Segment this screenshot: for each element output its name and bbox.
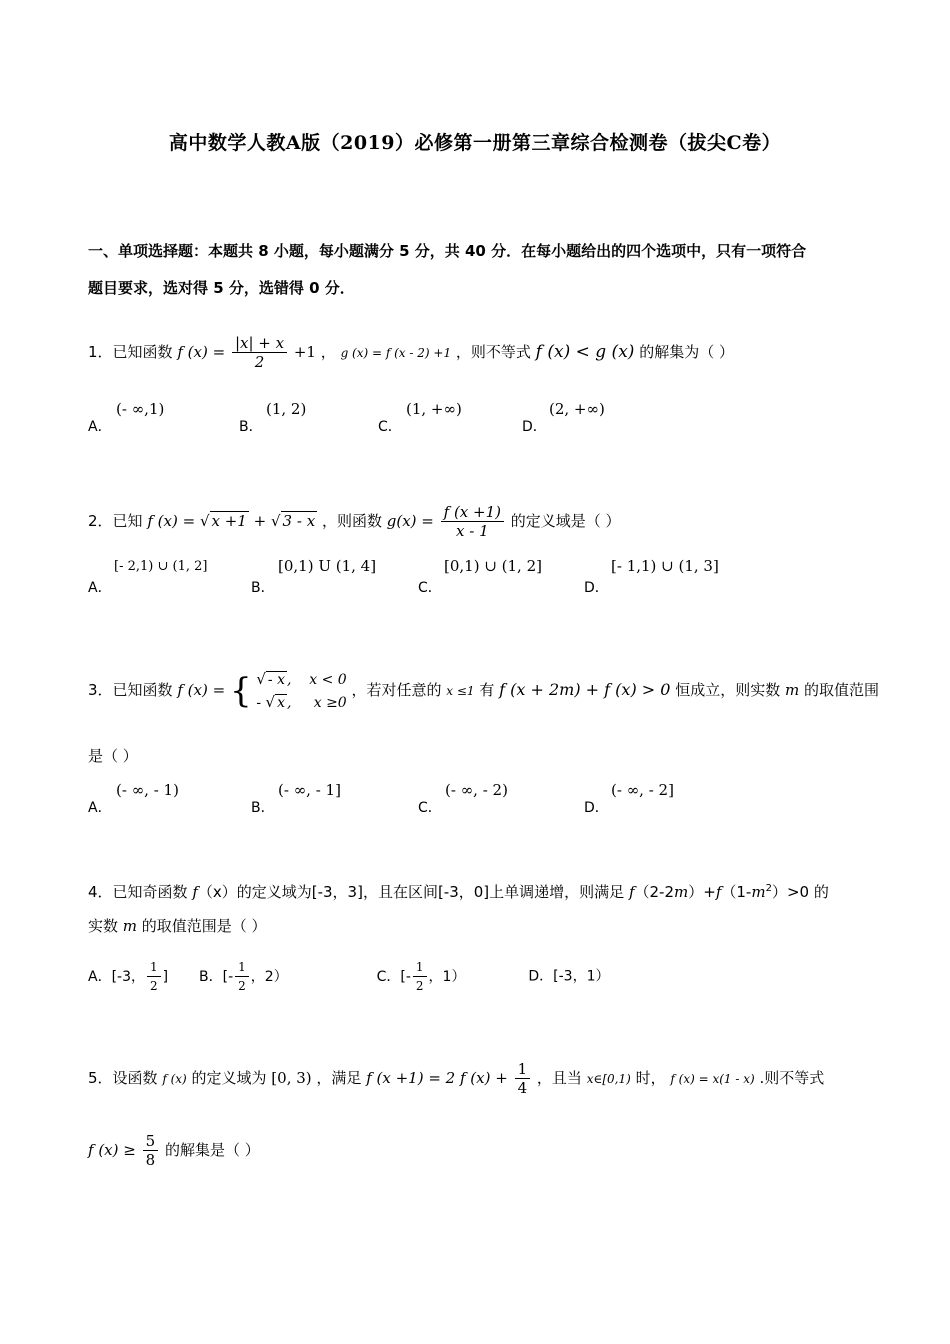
q5-equation-denominator: 4 [517, 1079, 528, 1097]
q3-option-d-label: D． [584, 800, 609, 816]
q5-inequality-numerator: 5 [143, 1132, 159, 1151]
question-5-stem [88, 1060, 824, 1097]
q3-option-a-value: (- ∞, - 1) [116, 781, 179, 799]
q3-mid-text-3: 恒成立，则实数 [675, 681, 781, 699]
question-5-stem-line-2 [88, 1130, 260, 1170]
q4-option-d: D．[-3，1） [528, 968, 610, 985]
q5-equation-lhs: f (x +1) = 2 f (x) + [366, 1069, 508, 1087]
question-3-number: 3．已知函数 [88, 681, 173, 699]
q3-case-2-expr: x [277, 694, 286, 711]
q2-option-a-value: [- 2,1) ∪ (1, 2] [114, 559, 208, 574]
question-1-stem [88, 334, 734, 371]
q4-option-c-fraction [413, 958, 427, 995]
q2-option-b-label: B． [251, 580, 275, 596]
q1-option-a-value: (- ∞,1) [116, 400, 165, 418]
q4-option-a-den: 2 [150, 979, 158, 993]
q3-option-b-label: B． [251, 800, 275, 816]
q4-line2-text-a: 实数 [88, 917, 123, 935]
q3-tail-text: 的取值范围 [804, 681, 880, 699]
question-2-stem: 2．已知 f (x) = √ x +1 + √ 3 - x ，则函数 g(x) = $\frac{f (x +1)}{x - 1}$ 的定义域是（ ） [88, 503, 621, 540]
q2-option-c-label: C． [418, 580, 442, 596]
q1-option-d-label: D． [522, 419, 547, 435]
q2-option-b-value: [0,1) U (1, 4] [278, 557, 377, 575]
q3-case-2-sign: - [256, 694, 262, 711]
q4-text-e: （1- [721, 883, 752, 901]
question-3-stem [88, 660, 879, 721]
q4-f-3: f [715, 883, 722, 901]
q4-m-2: m [751, 883, 766, 901]
q4-options-row [88, 958, 609, 995]
q5-mid-text-1: 的定义域为 [191, 1069, 267, 1087]
q1-f-fraction [232, 334, 287, 371]
q5-inequality-denominator: 8 [145, 1151, 156, 1169]
section-heading [88, 233, 878, 307]
q4-option-c-close: ，1） [428, 968, 466, 985]
q4-option-b-text: B．[- [199, 968, 234, 985]
q1-inequality: f (x) < g (x) [535, 342, 635, 362]
q5-inequality-fraction [143, 1132, 159, 1169]
question-4-stem-line-1 [88, 878, 829, 903]
question-5-number: 5．设函数 [88, 1069, 158, 1087]
q1-option-b-value: (1, 2) [266, 400, 307, 418]
q4-option-b-den: 2 [238, 979, 246, 993]
q3-option-c-value: (- ∞, - 2) [445, 781, 508, 799]
q2-option-c-value: [0,1) ∪ (1, 2] [444, 557, 542, 575]
q3-f-lhs: f (x) = [177, 681, 226, 699]
q4-option-b-fraction [235, 958, 249, 995]
q2-mid-text: ，则函数 [321, 512, 382, 530]
q1-mid-text: ，则不等式 [455, 343, 531, 361]
q4-option-a-close: ] [162, 968, 169, 985]
q2-option-a-label: A． [88, 580, 112, 596]
question-3-stem-line-2: 是（ ） [88, 747, 138, 765]
q1-separator: ， [320, 343, 336, 361]
q1-option-b-label: B． [239, 419, 263, 435]
q3-piecewise-brace: { [229, 670, 252, 711]
q4-option-b [199, 960, 288, 993]
q4-text-d: ）+ [688, 883, 716, 901]
q4-text-c: （2-2 [634, 883, 674, 901]
q3-case-1-expr: - x [267, 671, 285, 688]
q2-tail-text: 的定义域是（ ） [510, 512, 621, 530]
q5-mid-text-3: ，且当 [536, 1069, 582, 1087]
q2-plus: + [253, 512, 267, 530]
q3-mid-text-1: ，若对任意的 [351, 681, 442, 699]
q4-option-c [376, 960, 466, 993]
q3-case-2-condition: x ≥0 [313, 694, 347, 711]
q3-mid-text-2: 有 [479, 681, 495, 699]
q4-text-f: ）>0 的 [771, 883, 829, 901]
q4-option-a-text: A．[-3， [88, 968, 145, 985]
q3-option-b-value: (- ∞, - 1] [278, 781, 341, 799]
q4-option-a-num: 1 [147, 958, 161, 977]
q2-sqrt-2: 3 - x [282, 512, 316, 530]
section-heading-line-2: 题目要求，选对得 5 分，选错得 0 分． [88, 279, 355, 297]
q4-text-b: （x）的定义域为[-3，3]，且在区间[-3，0]上单调递增，则满足 [197, 883, 629, 901]
q1-option-d-value: (2, +∞) [549, 400, 605, 418]
q3-piecewise-cases [256, 668, 346, 714]
q3-option-d-value: (- ∞, - 2] [611, 781, 674, 799]
q4-m-1: m [674, 883, 689, 901]
q2-sqrt-1: x +1 [211, 512, 247, 530]
q1-option-a-label: A． [88, 419, 112, 435]
q3-option-c-label: C． [418, 800, 442, 816]
q2-f-lhs: f (x) = [147, 512, 196, 530]
q2-g-numerator: f (x +1) [441, 503, 504, 522]
document-title: 高中数学人教A版（2019）必修第一册第三章综合检测卷（拔尖C卷） [168, 132, 782, 154]
q2-g-denominator: x - 1 [456, 522, 489, 540]
q1-f-denominator: 2 [254, 353, 265, 371]
q3-option-a-label: A． [88, 800, 112, 816]
q5-tail-text: .则不等式 [759, 1069, 825, 1087]
q2-g-fraction [441, 503, 504, 540]
question-2-number: 2．已知 [88, 512, 143, 530]
q5-equation-fraction [515, 1060, 531, 1097]
q1-f-lhs: f (x) = [177, 343, 226, 361]
q4-line2-text-b: 的取值范围是（ ） [137, 917, 267, 935]
q4-option-c-den: 2 [415, 979, 424, 993]
question-1-number: 1．已知函数 [88, 343, 173, 361]
q5-fx: f (x) [162, 1072, 187, 1086]
q4-text-a: 4．已知奇函数 [88, 883, 193, 901]
q1-f-numerator: |x| + x [232, 334, 287, 353]
q5-condition: x∈[0,1) [586, 1072, 631, 1086]
q4-option-c-text: C．[- [376, 968, 411, 985]
q1-g-definition: g (x) = f (x - 2) +1 [340, 346, 452, 360]
q5-mid-text-4: 时， [635, 1069, 666, 1087]
q1-f-tail: +1 [293, 343, 316, 361]
q5-definition: f (x) = x(1 - x) [670, 1072, 755, 1086]
q4-exponent: 2 [765, 883, 772, 894]
q5-domain: [0, 3) [271, 1069, 312, 1087]
q4-f-2: f [628, 883, 635, 901]
q4-option-a-fraction [147, 958, 161, 995]
q3-inequality: f (x + 2m) + f (x) > 0 [499, 680, 671, 699]
q5-mid-text-2: ，满足 [316, 1069, 362, 1087]
q4-m-3: m [122, 917, 138, 935]
q4-option-b-num: 1 [235, 958, 249, 977]
q2-option-d-label: D． [584, 580, 609, 596]
q3-case-2: - √ x , x ≥0 [256, 692, 347, 711]
section-heading-line-1: 一、单项选择题：本题共 8 小题，每小题满分 5 分，共 40 分．在每小题给出的四个选项中，只有一项符合 [88, 242, 807, 260]
q3-condition: x ≤1 [446, 684, 475, 698]
q2-option-d-value: [- 1,1) ∪ (1, 3] [611, 557, 719, 575]
q3-case-1: √ - x , x < 0 [256, 669, 347, 688]
q4-option-b-close: ，2） [250, 968, 288, 985]
q1-option-c-value: (1, +∞) [406, 400, 462, 418]
q2-g-lhs: g(x) = [386, 512, 434, 530]
q4-f-1: f [192, 883, 198, 901]
q1-tail-text: 的解集为（ ） [639, 343, 734, 361]
q5-equation-numerator: 1 [515, 1060, 531, 1079]
q1-option-c-label: C． [378, 419, 402, 435]
q5-inequality-tail: 的解集是（ ） [164, 1141, 260, 1159]
q5-inequality-lhs: f (x) ≥ [88, 1141, 136, 1159]
q4-option-a [88, 960, 169, 993]
q3-case-1-condition: x < 0 [309, 671, 347, 688]
q3-variable: m [785, 681, 800, 699]
q4-option-c-num: 1 [413, 958, 427, 977]
question-4-stem-line-2 [88, 915, 267, 937]
